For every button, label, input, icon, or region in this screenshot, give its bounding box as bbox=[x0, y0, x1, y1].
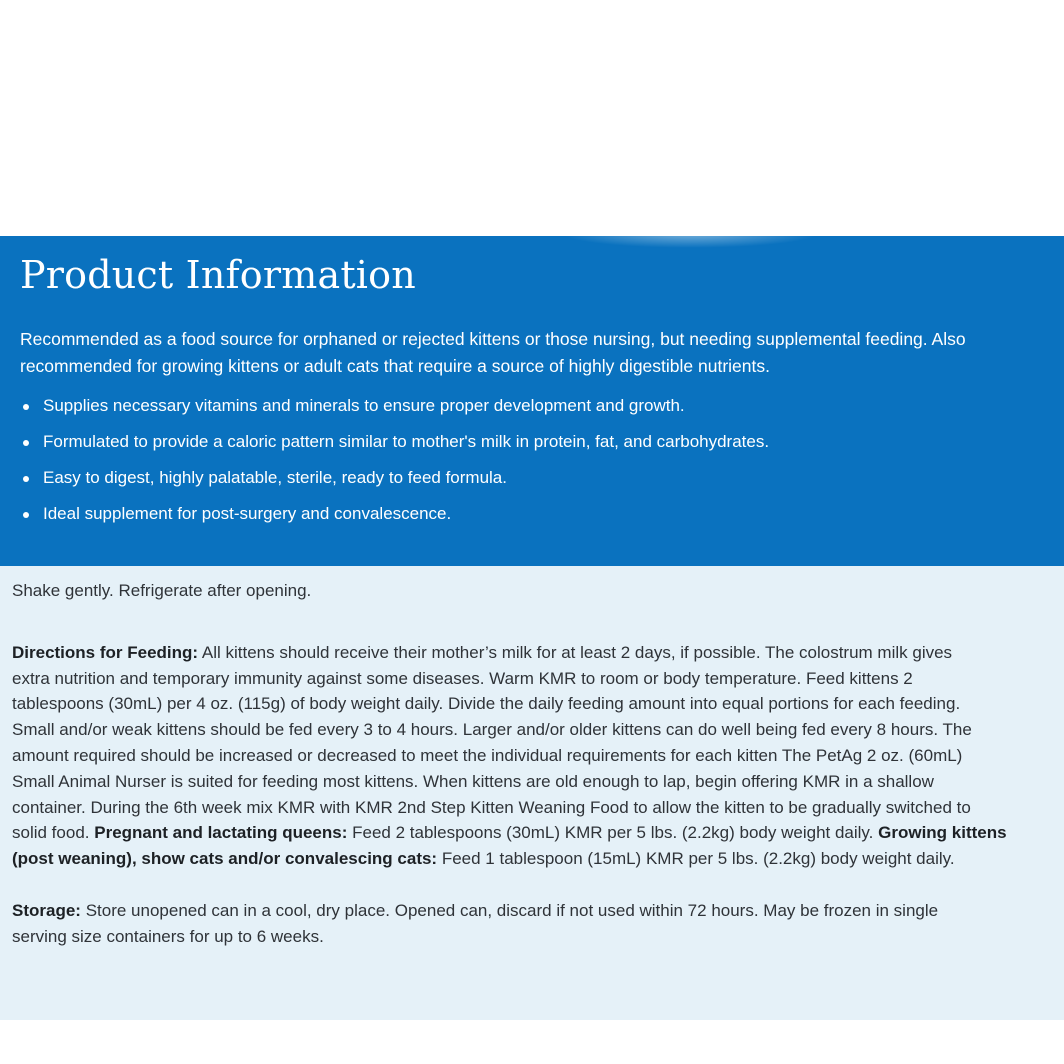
decorative-glow bbox=[560, 236, 820, 248]
list-item-text: Ideal supplement for post-surgery and convalescence. bbox=[43, 504, 452, 523]
directions-line-5: amount required should be increased or decreased to meet the individual requirements for each kitten The PetAg 2 oz. (60mL) bbox=[12, 745, 963, 765]
directions-text: Feed 1 tablespoon (15mL) KMR per 5 lbs. (2.2kg) body weight daily. bbox=[437, 849, 955, 869]
directions-line-7: container. During the 6th week mix KMR with KMR 2nd Step Kitten Weaning Food to allow the kitten to be gradually switched to bbox=[12, 797, 971, 817]
list-item-text: Formulated to provide a caloric pattern similar to mother's milk in protein, fat, and carbohydrates. bbox=[43, 432, 770, 451]
directions-text: solid food. bbox=[12, 823, 95, 843]
storage-line-2: serving size containers for up to 6 weeks. bbox=[12, 926, 324, 946]
intro-line-2: recommended for growing kittens or adult cats that require a source of highly digestible nutrients. bbox=[20, 356, 770, 376]
bullet-icon bbox=[23, 440, 29, 446]
product-info-header-panel bbox=[0, 236, 1064, 566]
pregnant-queens-label: Pregnant and lactating queens: bbox=[94, 823, 348, 843]
list-item bbox=[20, 502, 1064, 526]
list-item-text: Supplies necessary vitamins and minerals to ensure proper development and growth. bbox=[43, 396, 685, 415]
directions-line-4: Small and/or weak kittens should be fed every 3 to 4 hours. Larger and/or older kittens can do well being fed every 8 hours. The bbox=[12, 720, 972, 740]
bullet-icon bbox=[23, 476, 29, 482]
list-item-text: Easy to digest, highly palatable, sterile, ready to feed formula. bbox=[43, 468, 507, 487]
shake-instructions: Shake gently. Refrigerate after opening. bbox=[12, 581, 312, 600]
directions-line-3: tablespoons (30mL) per 4 oz. (115g) of body weight daily. Divide the daily feeding amount into equal portions for each feeding. bbox=[12, 694, 961, 714]
storage-section bbox=[12, 898, 1054, 950]
directions-line-6: Small Animal Nurser is suited for feeding most kittens. When kittens are old enough to lap, begin offering KMR in a shallow bbox=[12, 771, 934, 791]
directions-line-9 bbox=[12, 846, 1054, 872]
directions-line-8 bbox=[12, 820, 1054, 846]
intro-paragraph bbox=[20, 326, 1064, 380]
product-details-panel bbox=[0, 566, 1064, 1020]
directions-label: Directions for Feeding: bbox=[12, 642, 199, 662]
directions-line-2: extra nutrition and temporary immunity against some diseases. Warm KMR to room or body temperature. Feed kittens 2 bbox=[12, 668, 913, 688]
list-item bbox=[20, 394, 1064, 418]
storage-text: Store unopened can in a cool, dry place. Opened can, discard if not used within 72 hours. May be frozen in single bbox=[80, 900, 939, 920]
list-item bbox=[20, 430, 1064, 454]
directions-text: Feed 2 tablespoons (30mL) KMR per 5 lbs. (2.2kg) body weight daily. bbox=[347, 823, 879, 843]
bullet-icon bbox=[23, 512, 29, 518]
feature-bullet-list bbox=[20, 394, 1064, 526]
growing-kittens-label-cont: (post weaning), show cats and/or convalescing cats: bbox=[12, 849, 438, 869]
bullet-icon bbox=[23, 404, 29, 410]
directions-text: All kittens should receive their mother’s milk for at least 2 days, if possible. The colostrum milk gives bbox=[198, 642, 953, 662]
list-item bbox=[20, 466, 1064, 490]
page-title: Product Information bbox=[20, 253, 416, 297]
directions-line-1 bbox=[12, 640, 1054, 666]
storage-label: Storage: bbox=[12, 900, 81, 920]
growing-kittens-label: Growing kittens bbox=[878, 823, 1007, 843]
intro-line-1: Recommended as a food source for orphaned or rejected kittens or those nursing, but needing supplemental feeding. Also bbox=[20, 329, 966, 349]
storage-line-1 bbox=[12, 898, 1054, 924]
directions-for-feeding bbox=[12, 640, 1054, 872]
